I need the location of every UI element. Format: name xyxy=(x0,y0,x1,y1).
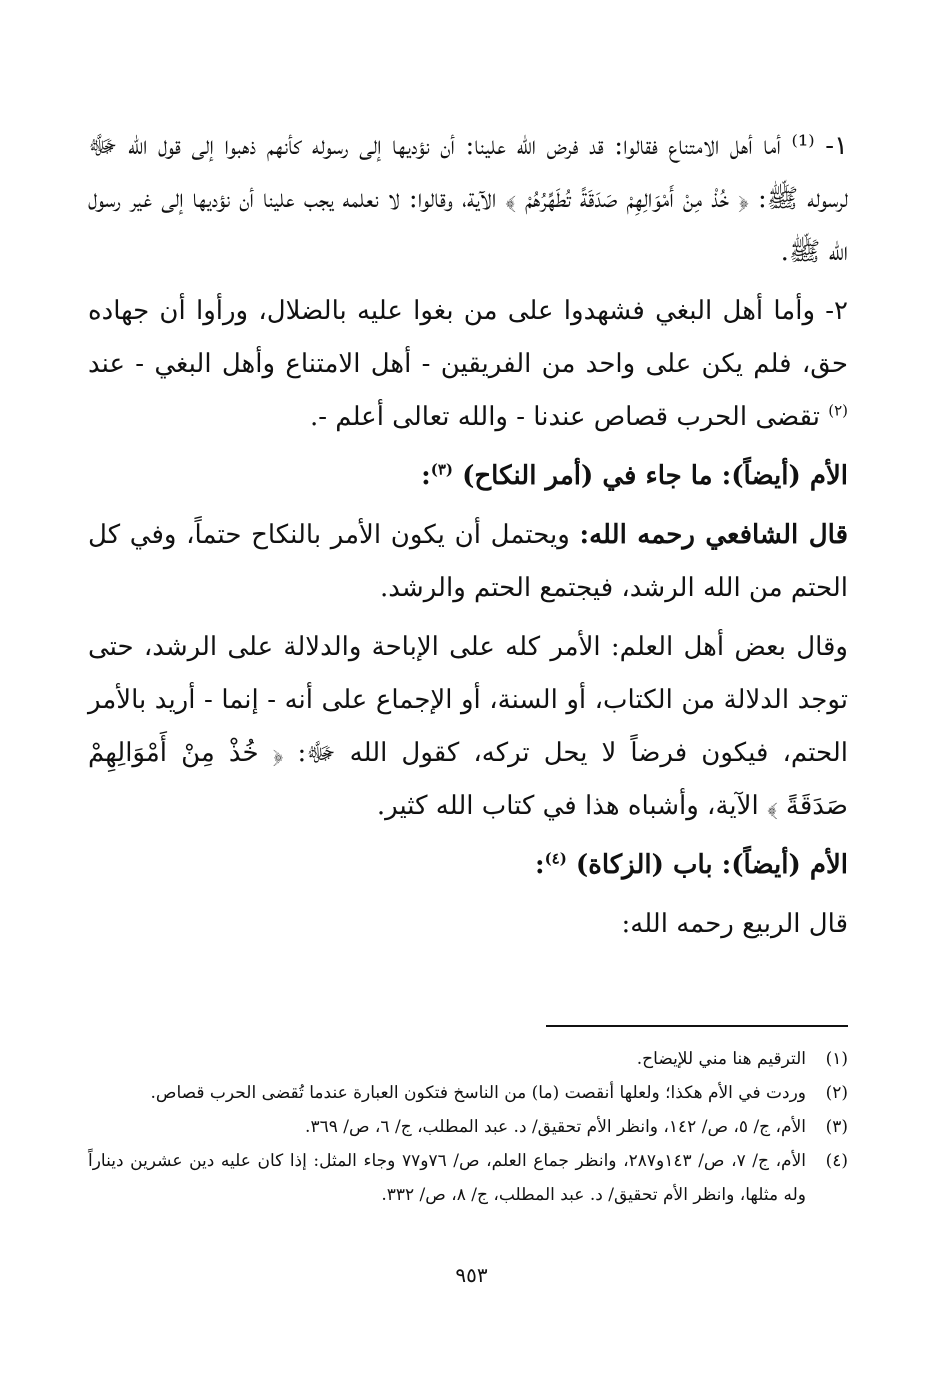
heading-zakat-colon: : xyxy=(534,850,545,880)
footnote-text: الترقيم هنا مني للإيضاح. xyxy=(636,1049,806,1069)
footnote-number: (٣) xyxy=(825,1117,848,1137)
footnote-item xyxy=(88,1110,848,1144)
footnote-divider xyxy=(546,1025,848,1027)
section-heading-nikah xyxy=(88,450,848,503)
paragraph-1: ١- ⁽¹⁾ أما أهل الامتناع فقالوا: قد فرض الله علينا: أن نؤديها إلى رسوله كأنهم ذهبوا إلى قول الله ﷻ لرسوله ﷺ: ﴿ خُذْ مِنْ أَمْوَالِهِمْ صَدَقَةً تُطَهِّرُهُمْ ﴾ الآية، وقالوا: لا نعلمه يجب علينا أن نؤديها إلى غير رسول الله ﷺ. xyxy=(88,131,848,267)
paragraph-5: قال الربيع رحمه الله: xyxy=(621,909,848,939)
heading-nikah-colon: : xyxy=(421,461,431,491)
paragraph-2-text-a: ٢- وأما أهل البغي فشهدوا على من بغوا عليه بالضلال، ورأوا أن جهاده حق، فلم يكن على واحد من الفريقين - أهل الامتناع وأهل البغي - عند xyxy=(88,296,849,379)
footnote-number: (١) xyxy=(825,1049,848,1069)
footnote-item xyxy=(88,1042,848,1076)
section-heading-zakat xyxy=(88,839,848,892)
paragraph-4: وقال بعض أهل العلم: الأمر كله على الإباحة والدلالة على الرشد، حتى توجد الدلالة من الكتاب، أو السنة، أو الإجماع على أنه - إنما - أريد بالأمر الحتم، فيكون فرضاً لا يحل تركه، كقول الله ﷻ: ﴿ خُذْ مِنْ أَمْوَالِهِمْ صَدَقَةً ﴾ الآية، وأشباه هذا في كتاب الله كثير. xyxy=(88,632,848,821)
footnote-ref-3: (٣) xyxy=(430,460,454,479)
footnote-text: وردت في الأم هكذا؛ ولعلها أنقصت (ما) من الناسخ فتكون العبارة عندما تُقضى الحرب قصاص. xyxy=(150,1083,806,1103)
footnote-number: (٢) xyxy=(825,1083,848,1103)
paragraph-3-lead: قال الشافعي رحمه الله: xyxy=(579,520,848,550)
footnote-item xyxy=(88,1144,848,1212)
paragraph-3-text: ويحتمل أن يكون الأمر بالنكاح حتماً، وفي كل الحتم من الله الرشد، فيجتمع الحتم والرشد. xyxy=(88,520,848,603)
paragraph-2 xyxy=(88,285,848,444)
footnote-text: الأم، ج/ ٧، ص/ ١٤٣و٢٨٧، وانظر جماع العلم، ص/ ٧٦و٧٧ وجاء المثل: إذا كان عليه دين عشرين ديناراً وله مثلها، وانظر الأم تحقيق/ د. عبد المطلب، ج/ ٨، ص/ ٣٣٢. xyxy=(88,1151,807,1205)
heading-zakat-text: الأم (أيضاً): باب (الزكاة) xyxy=(575,850,848,880)
page-number: ٩٥٣ xyxy=(455,1263,488,1287)
paragraph-2-text-b: تقضى الحرب قصاص عندنا - والله تعالى أعلم -. xyxy=(309,402,820,432)
heading-nikah-text: الأم (أيضاً): ما جاء في (أمر النكاح) xyxy=(462,461,848,491)
footnotes xyxy=(88,1042,848,1212)
footnote-item xyxy=(88,1076,848,1110)
footnote-ref-2: (٢) xyxy=(828,401,848,420)
paragraph-3 xyxy=(88,509,848,615)
footnote-number: (٤) xyxy=(825,1151,848,1171)
footnote-text: الأم، ج/ ٥، ص/ ١٤٢، وانظر الأم تحقيق/ د. عبد المطلب، ج/ ٦، ص/ ٣٦٩. xyxy=(305,1117,806,1137)
footnote-ref-4: (٤) xyxy=(544,849,567,868)
main-text xyxy=(88,120,848,951)
